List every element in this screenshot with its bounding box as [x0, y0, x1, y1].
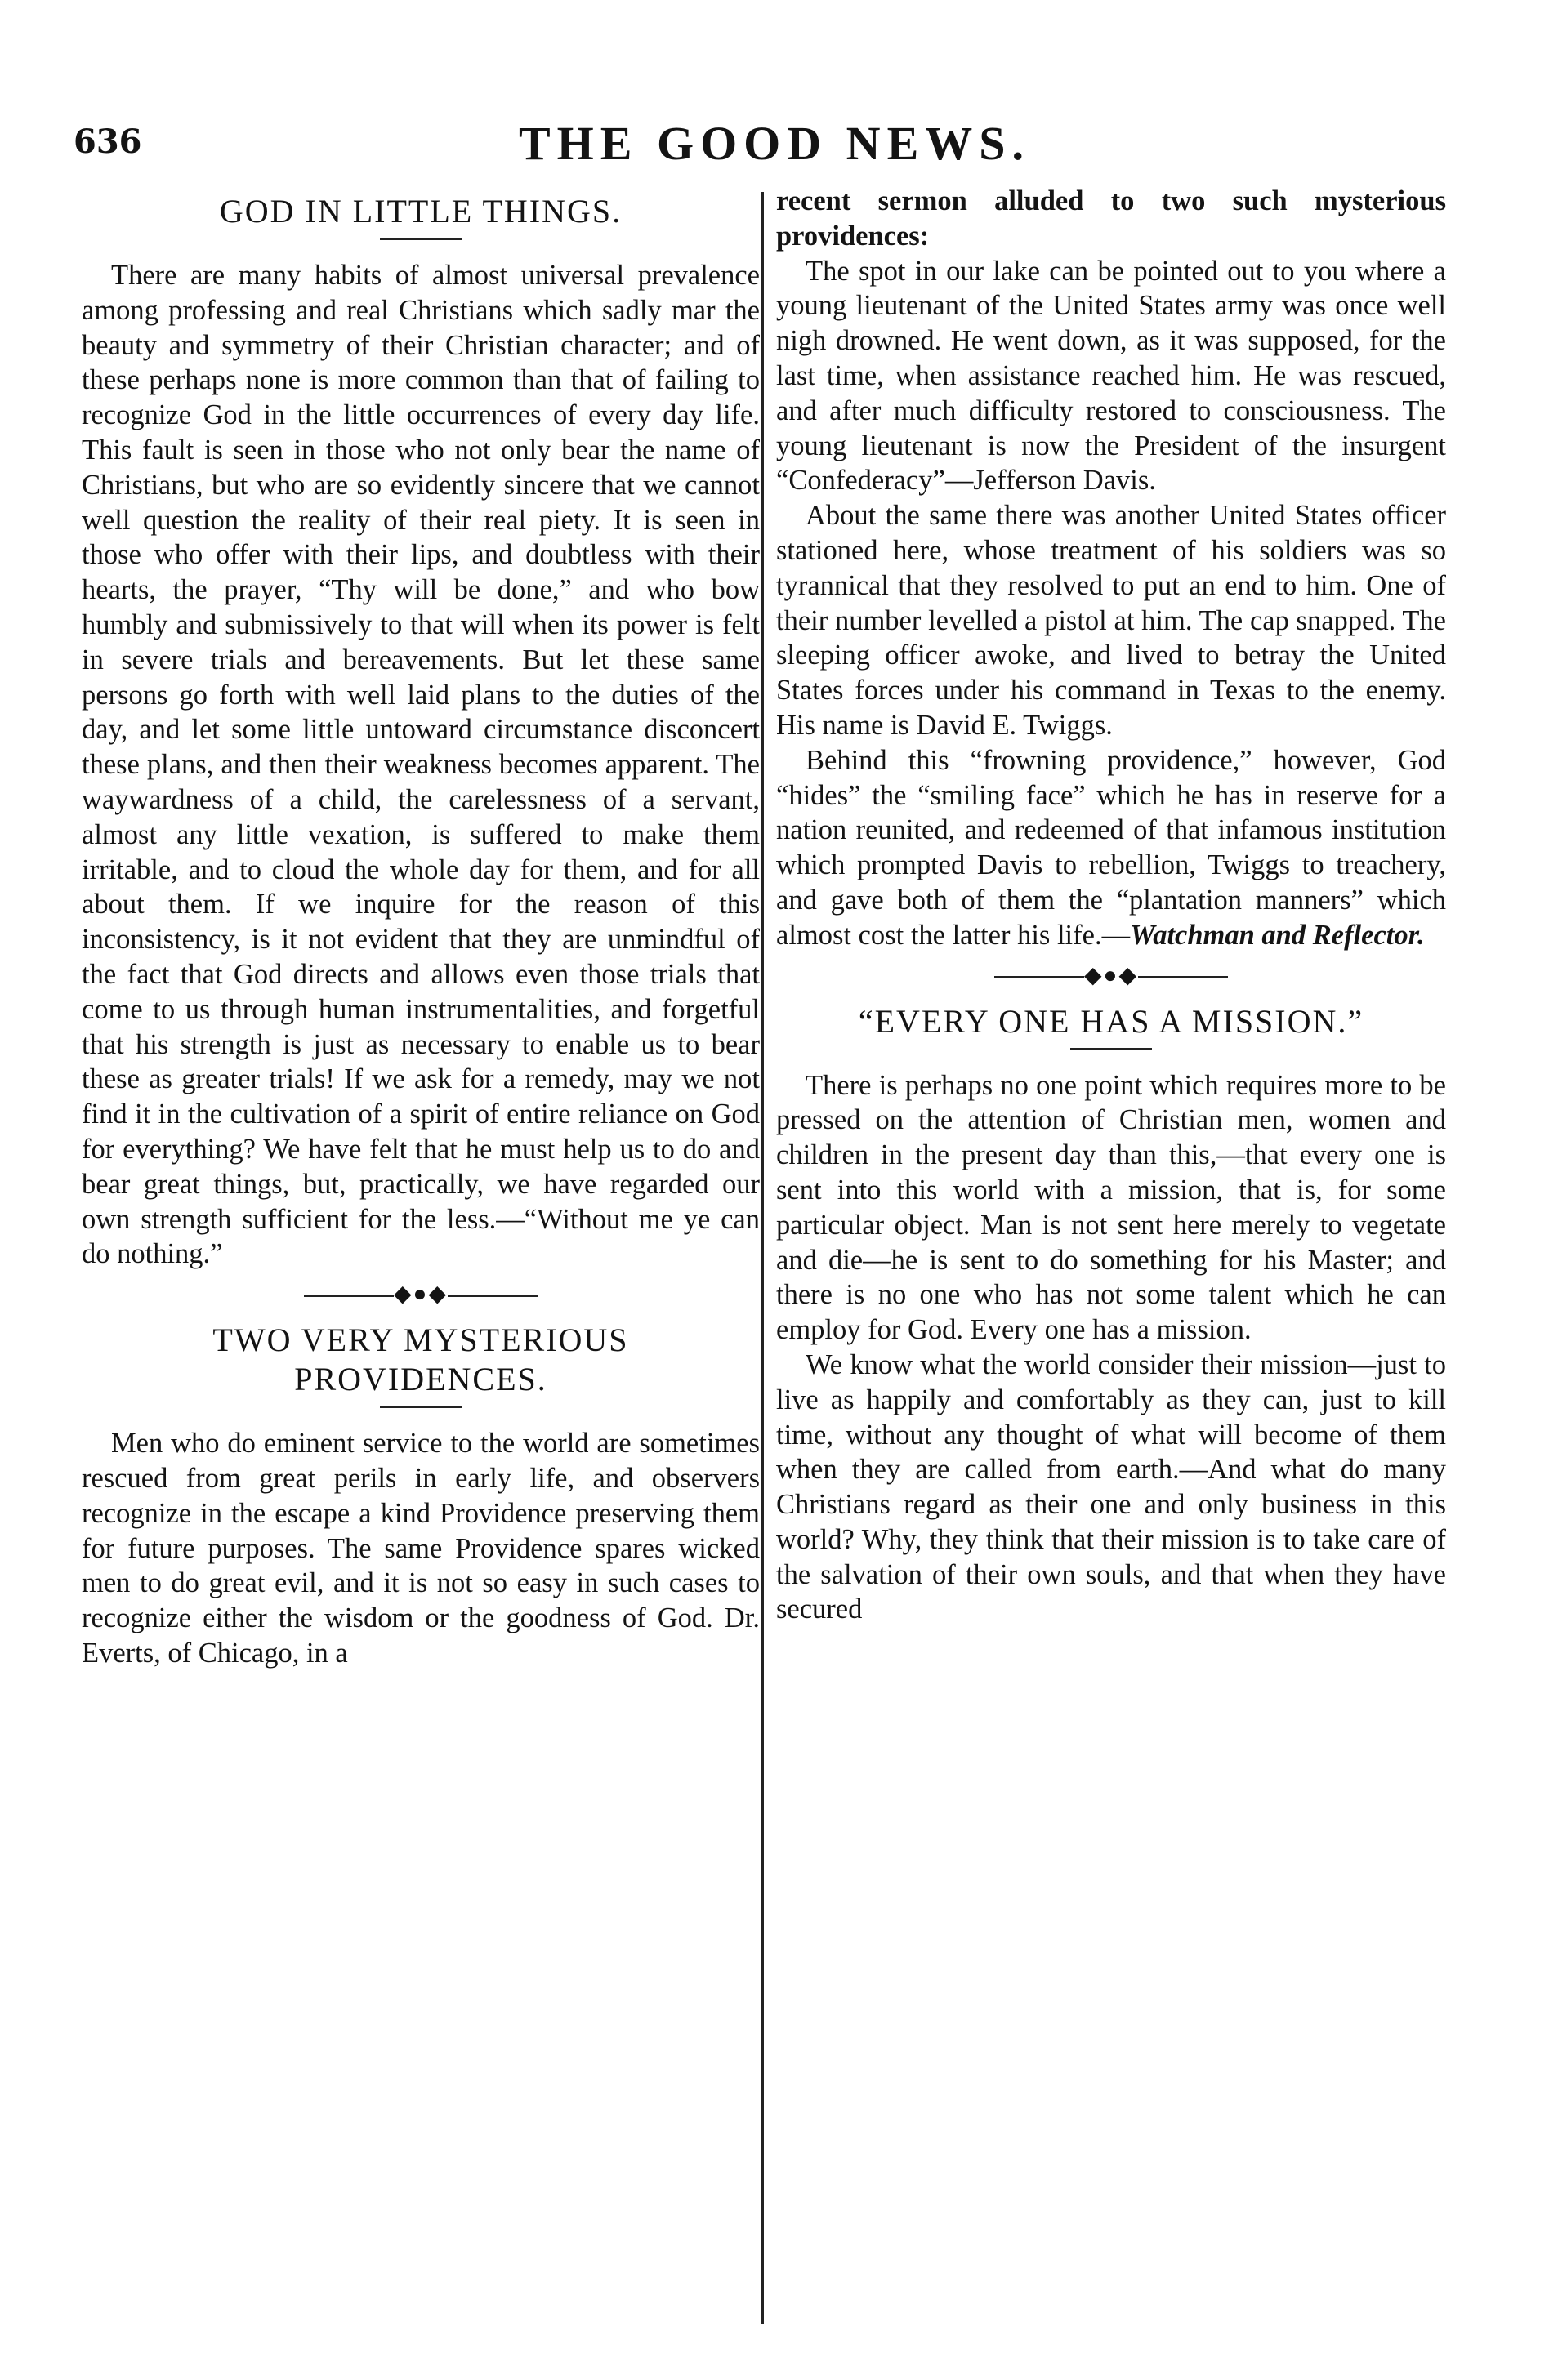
title-rule: [1070, 1048, 1152, 1050]
publication-title: THE GOOD NEWS.: [518, 117, 1031, 170]
article-body-two-mysterious-providences: Men who do eminent service to the world are sometimes rescued from great perils in early life, and observers recognize in the escape a kind Providence preserving them for future purposes. The same Providence spares wicked men to do great evil, and it is not so easy in such cases to recognize either the wisdom or the goodness of God. Dr. Everts, of Chicago, in a: [82, 1428, 760, 1669]
article-paragraph-lake: The spot in our lake can be pointed out to you where a young lieutenant of the United States army was once well nigh drowned. He went down, as it was supposed, for the last time, when assistance reached him. He was rescued, and after much difficulty restored to consciousness. The young lieutenant is now the President of the insurgent “Confederacy”—Jefferson Davis.: [776, 255, 1446, 497]
article-paragraph-frowning-providence: [776, 743, 1446, 953]
article-title-god-in-little-things: GOD IN LITTLE THINGS.: [219, 193, 623, 230]
article-continuation-intro: recent sermon alluded to two such mysterious providences:: [776, 185, 1446, 252]
article-body-god-in-little-things: There are many habits of almost universal prevalence among professing and real Christians which sadly mar the beauty and symmetry of their Christian character; and of these perhaps none is more common than that of failing to recognize God in the little occurrences of every day life. This fault is seen in those who not only bear the name of Christians, but who are so evidently sincere that we cannot well question the reality of their real piety. It is seen in those who offer with their lips, and doubtless with their hearts, the prayer, “Thy will be done,” and who bow humbly and submissively to that will when its power is felt in severe trials and bereavements. But let these same persons go forth with well laid plans to the duties of the day, and let some little untoward circumstance disconcert these plans, and then their weakness becomes apparent. The waywardness of a child, the carelessness of a servant, almost any little vexation, is suffered to make them irritable, and to cloud the whole day for them, and for all about them. If we inquire for the reason of this inconsistency, is it not evident that they are unmindful of the fact that God directs and allows even those trials that come to us through human instrumentalities, and forgetful that his strength is just as necessary to enable us to bear these as greater trials! If we ask for a remedy, may we not find it in the cultivation of a spirit of entire reliance on God for everything? We have felt that he must help us to do and bear great things, but, practically, we have regarded our own strength sufficient for the less.—“Without me ye can do nothing.”: [82, 260, 760, 1270]
article-paragraph-frowning-providence-text: Behind this “frowning providence,” however, God “hides” the “smiling face” which he has in reserve for a nation reunited, and redeemed of that infamous institution which prompted Davis to rebellion, Twiggs to treachery, and gave both of them the “plantation manners” which almost cost the latter his life.—: [776, 744, 1446, 951]
left-column: [82, 184, 760, 1671]
article-attribution: Watchman and Reflector.: [1130, 919, 1425, 951]
section-ornament: ◆●◆: [776, 965, 1446, 987]
article-paragraph-mission-2: We know what the world consider their mission—just to live as happily and comfortably as they can, just to kill time, without any thought of what will become of them when they are called from earth.—And what do many Christians regard as their one and only business in this world? Why, they think that their mission is to take care of the salvation of their own souls, and that when they have secured: [776, 1348, 1446, 1625]
page-number: 636: [74, 123, 142, 161]
title-rule: [380, 238, 462, 240]
column-divider: [761, 192, 764, 2324]
title-rule: [380, 1406, 462, 1408]
section-ornament: ◆●◆: [82, 1283, 760, 1306]
article-title-every-one-has-a-mission: “EVERY ONE HAS A MISSION.”: [858, 1002, 1364, 1040]
article-paragraph-twiggs: About the same there was another United States officer stationed here, whose treatment of his soldiers was so tyrannical that they resolved to put an end to him. One of their number levelled a pistol at him. The cap snapped. The sleeping officer awoke, and lived to betray the United States forces under his command in Texas to the enemy. His name is David E. Twiggs.: [776, 500, 1446, 741]
article-paragraph-mission-1: There is perhaps no one point which requires more to be pressed on the attention of Christian men, women and children in the present day than this,—that every one is sent into this world with a mission, that is, for some particular object. Man is not sent here merely to vegetate and die—he is sent to do something for his Master; and there is no one who has not some talent which he can employ for God. Every one has a mission.: [776, 1069, 1446, 1346]
article-title-two-mysterious-providences: TWO VERY MYSTERIOUS PROVIDENCES.: [212, 1321, 629, 1398]
right-column: [776, 184, 1446, 1627]
